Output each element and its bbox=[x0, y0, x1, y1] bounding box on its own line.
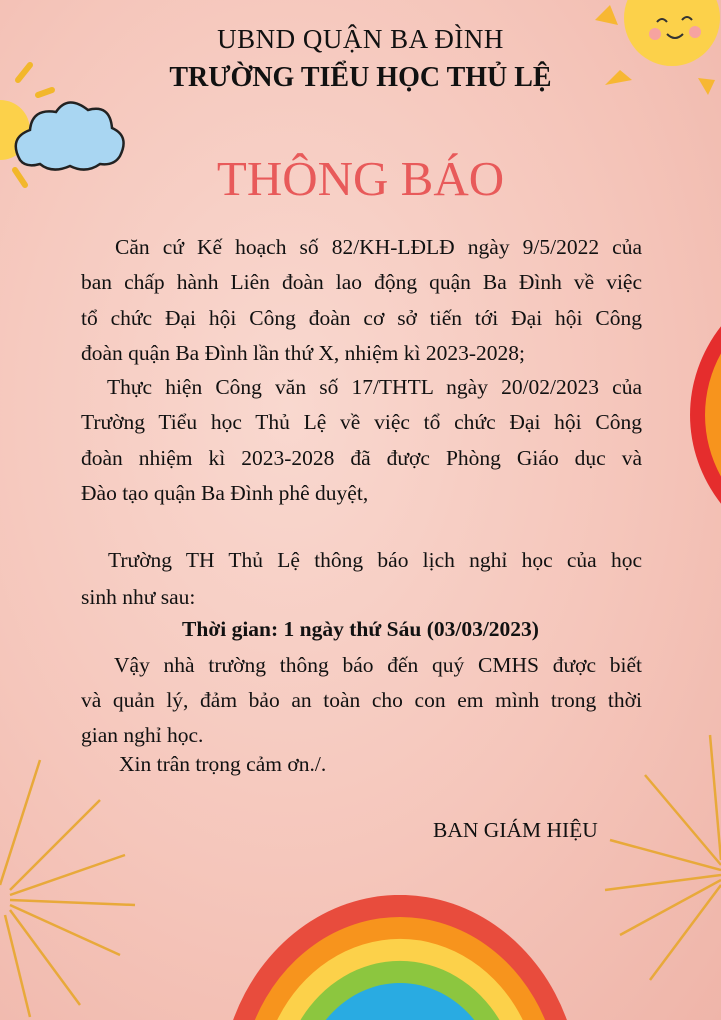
page-title: THÔNG BÁO bbox=[216, 151, 505, 206]
body-line: gian nghỉ học. bbox=[81, 723, 204, 747]
body-line: sinh như sau: bbox=[81, 585, 196, 609]
school-name: TRƯỜNG TIỂU HỌC THỦ LỆ bbox=[169, 62, 552, 93]
signature: BAN GIÁM HIỆU bbox=[433, 818, 598, 842]
body-line: đoàn nhiệm kì 2023-2028 đã được Phòng Giáo dục và bbox=[81, 446, 642, 470]
body-line: Đào tạo quận Ba Đình phê duyệt, bbox=[81, 481, 369, 505]
body-line: Vậy nhà trường thông báo đến quý CMHS được biết bbox=[114, 653, 642, 677]
body-line: Căn cứ Kế hoạch số 82/KH-LĐLĐ ngày 9/5/2022 của bbox=[115, 235, 642, 259]
body-line: Trường TH Thủ Lệ thông báo lịch nghỉ học của học bbox=[108, 548, 642, 572]
sunburst-left-illustration bbox=[0, 755, 140, 1020]
body-line: Trường Tiểu học Thủ Lệ về việc tổ chức Đại hội Công bbox=[81, 410, 642, 434]
thanks-line: Xin trân trọng cảm ơn./. bbox=[119, 752, 327, 776]
rainbow-bottom-illustration bbox=[200, 895, 600, 1020]
body-line: Thực hiện Công văn số 17/THTL ngày 20/02/2023 của bbox=[107, 375, 642, 399]
body-line: ban chấp hành Liên đoàn lao động quận Ba Đình về việc bbox=[81, 270, 642, 294]
body-line: tổ chức Đại hội Công đoàn cơ sở tiến tới Đại hội Công bbox=[81, 306, 642, 330]
rainbow-right-illustration bbox=[690, 270, 721, 560]
district-name: UBND QUẬN BA ĐÌNH bbox=[217, 24, 504, 54]
holiday-time: Thời gian: 1 ngày thứ Sáu (03/03/2023) bbox=[182, 617, 539, 641]
body-line: và quản lý, đảm bảo an toàn cho con em mình trong thời bbox=[81, 688, 642, 712]
body-line: đoàn quận Ba Đình lần thứ X, nhiệm kì 2023-2028; bbox=[81, 341, 525, 365]
